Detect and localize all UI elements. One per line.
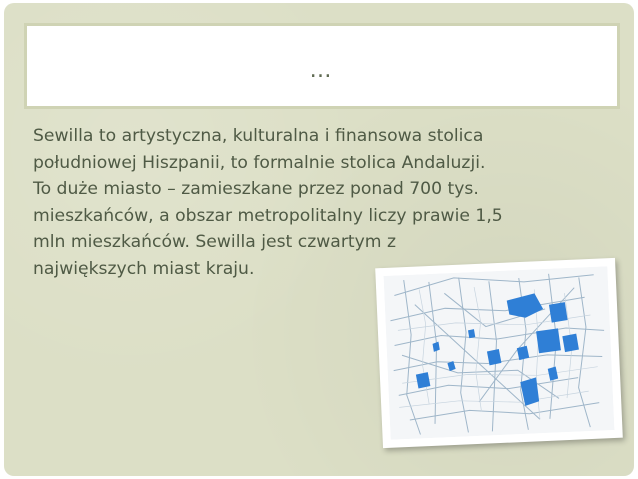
slide-body-text: Sewilla to artystyczna, kulturalna i finansowa stolica południowej Hiszpanii, to formalnie stolica Andaluzji. To duże miasto – zamieszkane przez ponad 700 tys. mieszkańców, a obszar metropolitalny liczy prawie 1,5 mln mieszkańców. Sewilla jest czwartym z największych miast kraju. (33, 126, 503, 279)
slide (4, 3, 634, 476)
title-box (24, 23, 620, 109)
slide-title: … (309, 58, 335, 83)
city-map-image (375, 258, 623, 448)
map-graphic (384, 266, 615, 440)
